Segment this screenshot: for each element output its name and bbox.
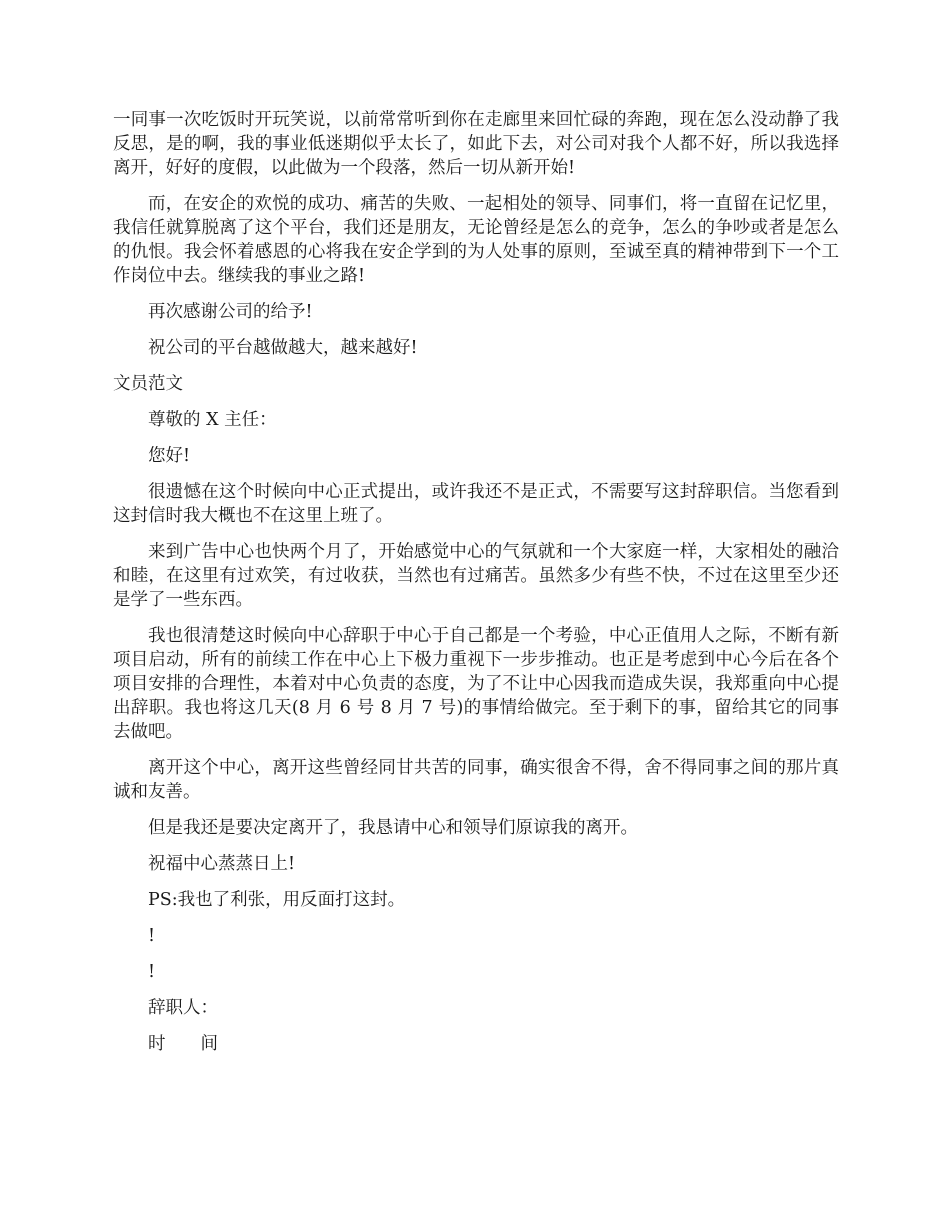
exclamation-line: ! [148, 926, 156, 946]
paragraph: 很遗憾在这个时候向中心正式提出，或许我还不是正式，不需要写这封辞职信。当您看到这封信时我大概也不在这里上班了。 [113, 482, 839, 526]
paragraph: 离开这个中心，离开这些曾经同甘共苦的同事，确实很舍不得，舍不得同事之间的那片真诚和友善。 [113, 758, 839, 802]
salutation: 尊敬的 X 主任： [148, 410, 277, 430]
paragraph: 一同事一次吃饭时开玩笑说，以前常常听到你在走廊里来回忙碌的奔跑，现在怎么没动静了我反思，是的啊，我的事业低迷期似乎太长了，如此下去，对公司对我个人都不好，所以我选择离开，好好的度假，以此做为一个段落，然后一切从新开始! [113, 110, 839, 178]
closing-wish: 祝福中心蒸蒸日上! [148, 854, 296, 874]
postscript: PS:我也了利张，用反面打这封。 [148, 890, 406, 910]
paragraph: 祝公司的平台越做越大，越来越好! [148, 338, 418, 358]
paragraph: 来到广告中心也快两个月了，开始感觉中心的气氛就和一个大家庭一样，大家相处的融洽和睦，在这里有过欢笑，有过收获，当然也有过痛苦。虽然多少有些不快，不过在这里至少还是学了一些东西。 [113, 542, 839, 610]
paragraph: 我也很清楚这时候向中心辞职于中心于自己都是一个考验，中心正值用人之际，不断有新项目启动，所有的前续工作在中心上下极力重视下一步步推动。也正是考虑到中心今后在各个项目安排的合理性，本着对中心负责的态度，为了不让中心因我而造成失误，我郑重向中心提出辞职。我也将这几天(8 月 6 号 8 月 7 号)的事情给做完。至于剩下的事，留给其它的同事去做吧。 [113, 626, 839, 742]
document-body [113, 108, 839, 1068]
paragraph: 而，在安企的欢悦的成功、痛苦的失败、一起相处的领导、同事们，将一直留在记忆里，我信任就算脱离了这个平台，我们还是朋友，无论曾经是怎么的竞争，怎么的争吵或者是怎么的仇恨。我会怀着感恩的心将我在安企学到的为人处事的原则，至诚至真的精神带到下一个工作岗位中去。继续我的事业之路! [113, 194, 839, 286]
section-title: 文员范文 [113, 374, 183, 394]
date-label: 时 间 [148, 1034, 218, 1054]
paragraph: 再次感谢公司的给予! [148, 302, 313, 322]
signature-label: 辞职人： [148, 998, 218, 1018]
greeting: 您好! [148, 446, 191, 466]
paragraph: 但是我还是要决定离开了，我恳请中心和领导们原谅我的离开。 [148, 818, 638, 838]
exclamation-line: ! [148, 962, 156, 982]
